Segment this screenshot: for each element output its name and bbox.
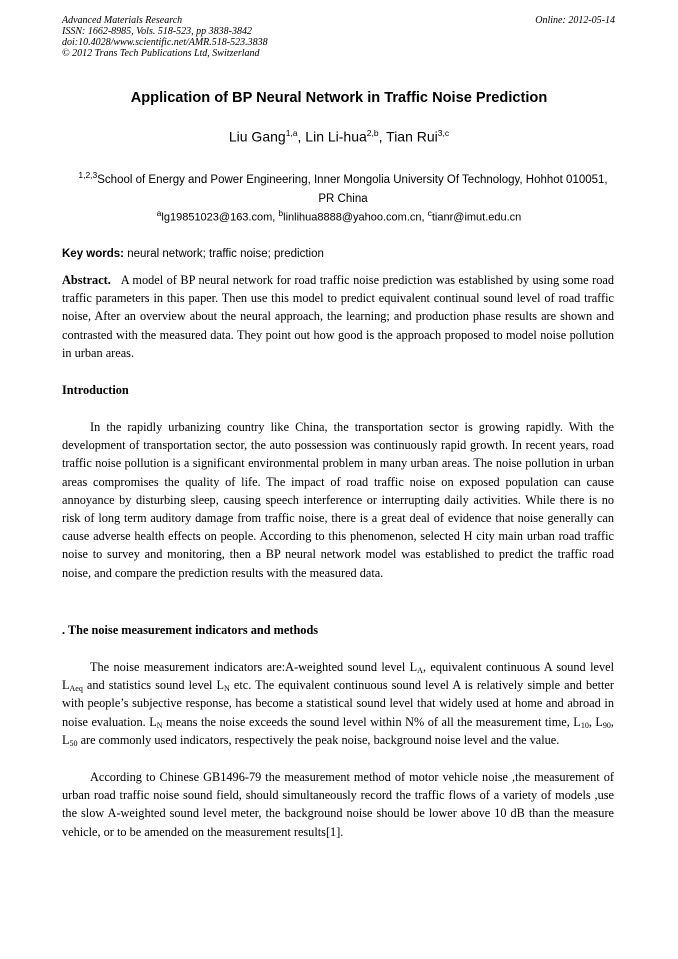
introduction-text: In the rapidly urbanizing country like China, the transportation sector is growing rapidly. With the development of transportation sector, the auto possession was continuously rapid growth. In recent years, road traffic noise pollution is a significant environmental problem in many urban areas. The noise pollution in urban areas compromises the quality of life. The impact of road traffic noise on exposed population can cause annoyance by disturbing sleep, causing speech interference or interrupting daily activities. While there is no risk of long term auditory damage from traffic noise, there is a great deal of evidence that noise generally can cause adverse health effects on people. According to this phenomenon, selected H city main urban road traffic noise to survey and monitoring, then a BP neural network model was established to predict the traffic road noise, and compare the prediction results with the measured data.: [62, 420, 614, 580]
section-heading-introduction: Introduction: [62, 383, 129, 397]
publication-metadata: [62, 15, 268, 59]
affiliation-marker: 1,2,3: [78, 170, 98, 180]
doi-line[interactable]: doi:10.4028/www.scientific.net/AMR.518-523.3838: [62, 37, 268, 48]
abstract-label: Abstract.: [62, 273, 111, 287]
affiliation: [70, 166, 616, 209]
author-name: Lin Li-hua: [305, 128, 367, 145]
email-marker: b: [278, 208, 284, 218]
abstract: [62, 271, 614, 362]
copyright-line: © 2012 Trans Tech Publications Ltd, Switzerland: [62, 48, 260, 59]
abstract-text: A model of BP neural network for road traffic noise prediction was established by using some road traffic parameters in this paper. Then use this model to predict equivalent continual sound level of road traffic noise, After an overview about the neural approach, the learning; and production phase results are shown and contrasted with the measured data. They point out how good is the approach proposed to model noise pollution in urban areas.: [62, 273, 614, 360]
author-list: Liu Gang$^{1,a}$, Lin Li-hua$^{2,b}$, Tian Rui$^{3,c}$: [228, 128, 450, 145]
measurement-method-paragraph: [62, 768, 614, 841]
keywords-label: Key words:: [62, 248, 124, 260]
noise-indicators-paragraph: The noise measurement indicators are:A-weighted sound level $L_A$, equivalent continuous A sound level $L_{Aeq}$ and statistics sound level $L_N$ etc. The equivalent continuous sound level A is relatively simple and better with people’s subjective response, has become a statistical sound level that widely used at home and abroad in noise evaluation. $L_N$ means the noise exceeds the sound level within N% of all the measurement time, $L_{10}$, $L_{90}$, $L_{50}$ are commonly used indicators, respectively the peak noise, background noise level and the value.: [62, 660, 614, 748]
email-address[interactable]: tianr@imut.edu.cn: [431, 211, 522, 224]
email-list: $^a$lg19851023@163.com, $^b$linlihua8888@yahoo.com.cn, $^c$tianr@imut.edu.cn: [156, 208, 522, 224]
author-name: Liu Gang: [228, 128, 286, 145]
email-marker: c: [427, 208, 432, 218]
affiliation-text: School of Energy and Power Engineering, Inner Mongolia University Of Technology, Hohhot 010051, PR China: [97, 173, 608, 205]
online-date: Online: 2012-05-14: [535, 15, 615, 26]
journal-name: Advanced Materials Research: [62, 15, 183, 26]
email-address[interactable]: linlihua8888@yahoo.com.cn: [283, 211, 422, 224]
measurement-method-text: According to Chinese GB1496-79 the measurement method of motor vehicle noise ,the measurement of urban road traffic noise sound field, should simultaneously record the traffic flows of a variety of models ,use the slow A-weighted sound level meter, the background noise should be lower above 10 dB than the measure vehicle, or to be amended on the measurement results[1].: [62, 770, 614, 839]
section-heading-noise-indicators: . The noise measurement indicators and methods: [62, 623, 319, 637]
introduction-paragraph: [62, 418, 614, 582]
issn-line: ISSN: 1662-8985, Vols. 518-523, pp 3838-3842: [62, 26, 252, 37]
keywords: [62, 248, 324, 260]
author-affil-marker: 3,c: [437, 128, 450, 138]
email-marker: a: [156, 208, 162, 218]
paper-title: Application of BP Neural Network in Traffic Noise Prediction: [130, 90, 548, 106]
author-affil-marker: 2,b: [366, 128, 379, 138]
author-name: Tian Rui: [386, 128, 438, 145]
keywords-text: neural network; traffic noise; prediction: [124, 248, 324, 260]
email-address[interactable]: lg19851023@163.com: [161, 211, 273, 224]
author-affil-marker: 1,a: [285, 128, 298, 138]
